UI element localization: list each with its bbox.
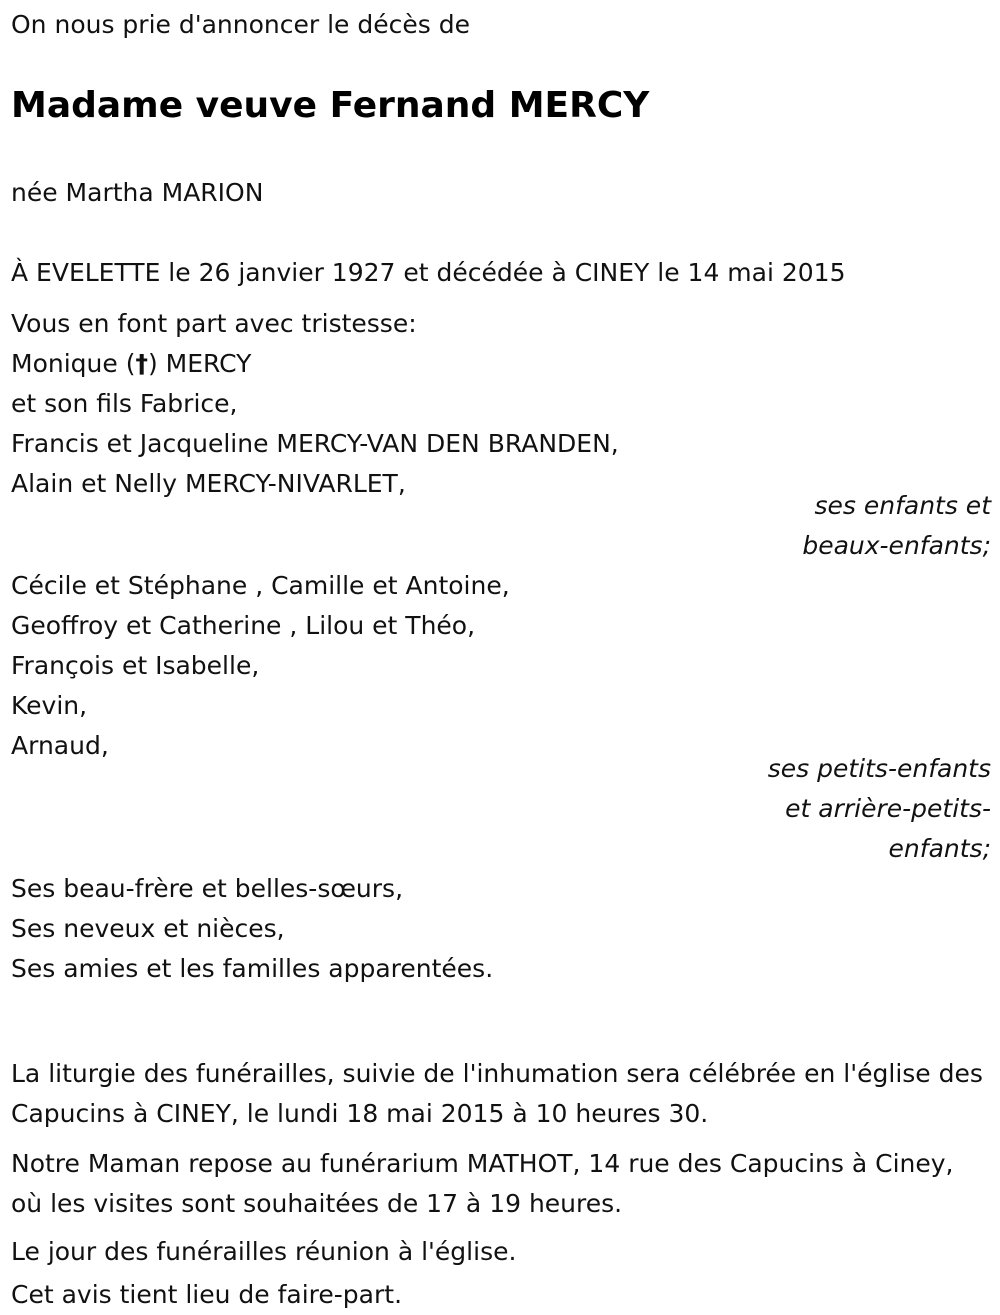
monique-suffix: ) MERCY — [147, 349, 252, 378]
birth-name: née Martha MARION — [11, 178, 264, 207]
intro-text: On nous prie d'annoncer le décès de — [11, 10, 470, 39]
grandchildren-list — [11, 566, 510, 766]
list-item: Ses amies et les familles apparentées. — [11, 954, 494, 983]
birth-death-dates: À EVELETTE le 26 janvier 1927 et décédée à CINEY le 14 mai 2015 — [11, 258, 846, 287]
list-item: Ses beau-frère et belles-sœurs, — [11, 874, 404, 903]
grandchildren-role — [768, 749, 991, 869]
role-line: enfants; — [888, 834, 991, 863]
list-item: et son fils Fabrice, — [11, 389, 238, 418]
children-role — [802, 486, 991, 566]
role-line: beaux-enfants; — [802, 531, 991, 560]
deceased-name: Madame veuve Fernand MERCY — [11, 85, 650, 126]
list-item: François et Isabelle, — [11, 651, 260, 680]
family-heading: Vous en font part avec tristesse: — [11, 309, 417, 338]
other-relatives-list — [11, 869, 493, 989]
list-item: Kevin, — [11, 691, 88, 720]
list-item: Cécile et Stéphane , Camille et Antoine, — [11, 571, 510, 600]
monique-prefix: Monique ( — [11, 349, 136, 378]
list-item: Arnaud, — [11, 731, 109, 760]
role-line: et arrière-petits- — [785, 794, 991, 823]
cross-icon: † — [135, 349, 148, 378]
liturgy-paragraph: La liturgie des funérailles, suivie de l'inhumation sera célébrée en l'église des Capucins à CINEY, le lundi 18 mai 2015 à 10 heures 30. — [11, 1059, 983, 1128]
list-item — [11, 344, 619, 384]
children-list — [11, 304, 619, 504]
funerarium-paragraph: Notre Maman repose au funérarium MATHOT, 14 rue des Capucins à Ciney, où les visites sont souhaitées de 17 à 19 heures. — [11, 1149, 954, 1218]
list-item: Geoffroy et Catherine , Lilou et Théo, — [11, 611, 476, 640]
role-line: ses petits-enfants — [767, 754, 991, 783]
list-item: Ses neveux et nièces, — [11, 914, 285, 943]
list-item: Francis et Jacqueline MERCY-VAN DEN BRANDEN, — [11, 429, 619, 458]
meeting-paragraph: Le jour des funérailles réunion à l'église. — [11, 1237, 517, 1266]
notice-paragraph: Cet avis tient lieu de faire-part. — [11, 1280, 403, 1309]
role-line: ses enfants et — [814, 491, 991, 520]
list-item: Alain et Nelly MERCY-NIVARLET, — [11, 469, 406, 498]
